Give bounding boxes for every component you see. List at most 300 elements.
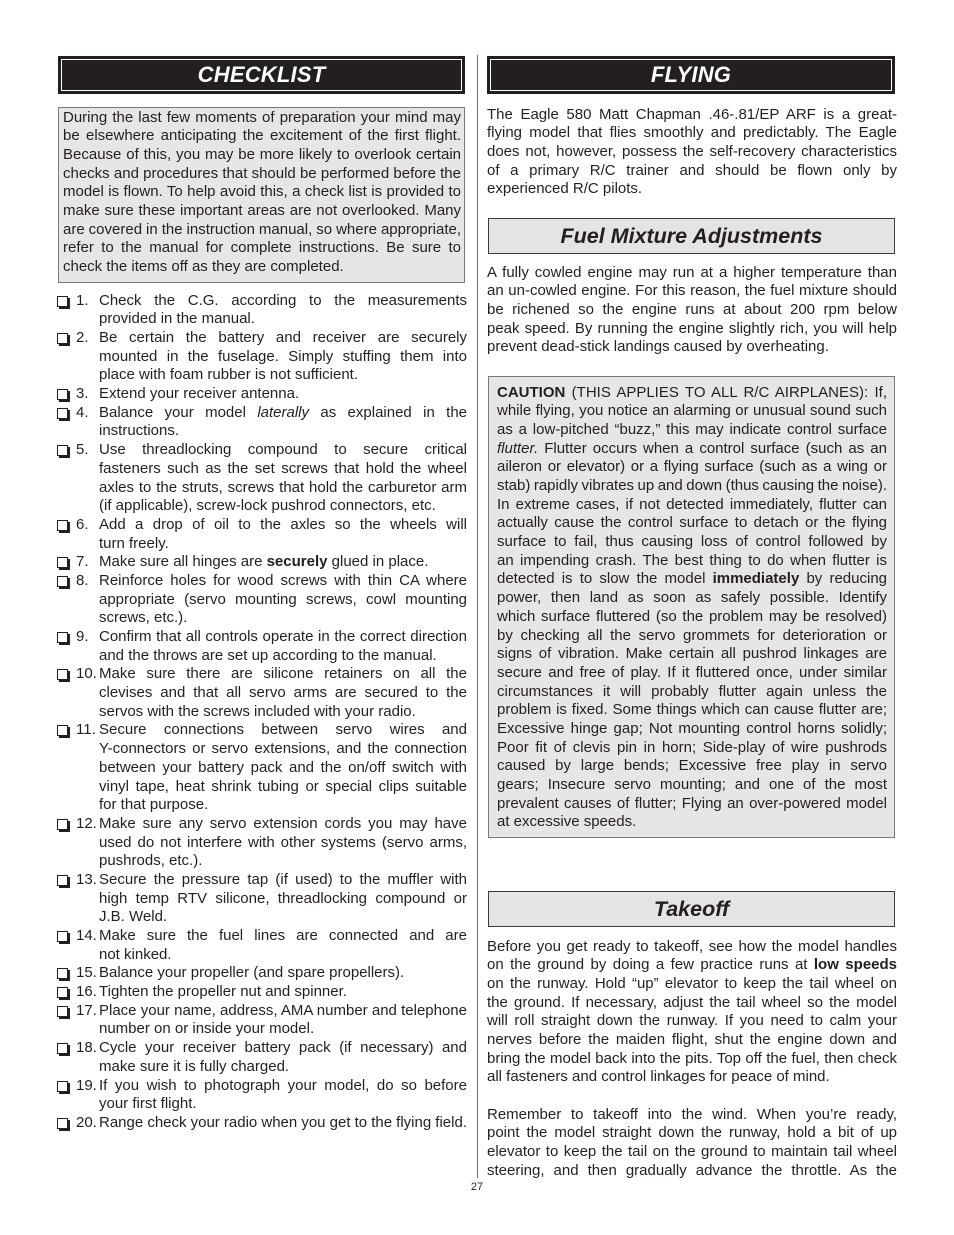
line-text: The Eagle 580 Matt Chapman .46-.81/EP ARF is a great- (487, 105, 897, 123)
item-number: 7. (76, 553, 89, 571)
checkbox-icon (57, 1006, 68, 1017)
text-line (99, 890, 467, 909)
text-line (99, 1039, 467, 1058)
checklist-intro-box (58, 107, 465, 283)
item-text (99, 292, 467, 329)
item-text (99, 385, 467, 404)
line-text: prevent dead-stick landings caused by overheating. (487, 338, 829, 356)
line-text: Remember to takeoff into the wind. When you’re ready, (487, 1105, 897, 1123)
text-line (497, 664, 887, 683)
line-text: Make sure there are silicone retainers on all the (99, 665, 467, 683)
checkbox-icon (57, 296, 68, 307)
text-line (497, 421, 887, 440)
item-text (99, 871, 467, 927)
text-line (487, 1124, 897, 1143)
text-line (487, 106, 897, 125)
text-line (63, 146, 461, 165)
column-divider (477, 55, 478, 1178)
line-text: Extend your receiver antenna. (99, 385, 300, 403)
text-line (63, 165, 461, 184)
line-text: servos with the screws included with your radio. (99, 702, 416, 720)
item-number: 5. (76, 441, 89, 459)
checkbox-icon (57, 725, 68, 736)
item-text (99, 553, 467, 572)
fuel-mixture-text (487, 264, 897, 357)
text-line (99, 964, 467, 983)
flying-header (487, 56, 895, 94)
text-line (497, 645, 887, 664)
line-text: Check the C.G. according to the measurements (99, 291, 467, 309)
text-line (487, 180, 897, 199)
line-text: vinyl tape, heat shrink tubing or special clips suitable (99, 777, 467, 795)
checklist-item (58, 329, 467, 385)
text-line (497, 757, 887, 776)
line-text: During the last few moments of preparation your mind may (63, 108, 461, 126)
text-line (99, 329, 467, 348)
line-text: are covered in the instruction manual, so where appropriate, (63, 220, 461, 238)
item-number: 12. (76, 814, 97, 832)
text-line (99, 647, 467, 666)
checkbox-icon (57, 632, 68, 643)
text-line (497, 627, 887, 646)
text-line (99, 441, 467, 460)
line-text: high temp RTV silicone, threadlocking compound or (99, 889, 467, 907)
line-text: by checking all the servo grommets for deterioration or (497, 626, 887, 644)
line-text: make sure it is fully charged. (99, 1057, 290, 1075)
line-text: point the model straight down the runway, hold a bit of up (487, 1124, 898, 1142)
text-line (487, 1050, 897, 1069)
checkbox-icon (57, 987, 68, 998)
checklist-item (58, 665, 467, 721)
text-line (99, 1095, 467, 1114)
line-text: stab) rapidly vibrates up and down (thus causing the noise). (497, 477, 887, 495)
text-line (99, 609, 467, 628)
bold-text: CAUTION (497, 383, 566, 401)
item-text (99, 1039, 467, 1076)
line-text (497, 384, 887, 401)
line-text: elevator to keep the tail on the ground to maintain tail wheel (487, 1143, 897, 1161)
line-text (99, 553, 428, 570)
text-line (487, 162, 897, 181)
item-text (99, 815, 467, 871)
text-line (497, 608, 887, 627)
text-line (99, 460, 467, 479)
item-text (99, 721, 467, 814)
text-line (99, 721, 467, 740)
text-line (99, 665, 467, 684)
checkbox-icon (57, 1043, 68, 1054)
checklist-list (58, 292, 467, 1133)
line-text: Add a drop of oil to the axles so the wheels will (99, 515, 467, 533)
text-line (497, 440, 887, 459)
line-text: between your battery pack and the on/off switch with (99, 758, 467, 776)
line-text: Secure the pressure tap (if used) to the muffler with (99, 870, 467, 888)
line-text: problem is fixed. Some things which can cause flutter are; (497, 701, 887, 719)
flying-intro (487, 106, 897, 199)
text-line (99, 927, 467, 946)
caution-box (488, 376, 895, 838)
line-text: model is flown. To help avoid this, a check list is provided to (63, 183, 462, 201)
item-number: 4. (76, 403, 89, 421)
text-line (99, 759, 467, 778)
line-text: check the items off as they are completed. (63, 258, 344, 276)
checklist-item (58, 983, 467, 1002)
text-line (99, 983, 467, 1002)
item-number: 2. (76, 329, 89, 347)
line-text: Y-connectors or servo extensions, and the connection (99, 740, 467, 758)
checkbox-icon (57, 669, 68, 680)
text-line (487, 938, 897, 957)
text-line (487, 264, 897, 283)
line-text: at excessive speeds. (497, 813, 637, 831)
line-text: nerves before the maiden flight, shut the engine down and (487, 1031, 897, 1049)
takeoff-title: Takeoff (653, 897, 730, 921)
checklist-item (58, 1114, 467, 1133)
bold-text: low speeds (813, 956, 898, 974)
takeoff-header (488, 891, 895, 927)
text-line (99, 535, 467, 554)
text-line (487, 1012, 897, 1031)
line-text: Confirm that all controls operate in the correct direction (99, 628, 467, 646)
item-number: 1. (76, 291, 89, 309)
line-text: clevises and that all servo arms are secured to the (99, 684, 467, 702)
text-line (99, 740, 467, 759)
line-text: which surface fluttered (so the problem may be resolved) (497, 607, 887, 625)
bold-text: immediately (712, 570, 800, 588)
item-number: 14. (76, 927, 97, 945)
line-text: Make sure the fuel lines are connected and are (99, 927, 467, 945)
item-text (99, 1114, 467, 1133)
checkbox-icon (57, 576, 68, 587)
line-text: signs of vibration. Make certain all pushrod linkages are (497, 645, 887, 663)
checklist-item (58, 871, 467, 927)
item-text (99, 572, 467, 628)
takeoff-paragraph-2 (487, 1106, 897, 1181)
line-text: Secure connections between servo wires and (99, 721, 467, 739)
item-text (99, 665, 467, 721)
item-number: 8. (76, 571, 89, 589)
line-text: refer to the manual for complete instructions. Be sure to (63, 239, 461, 257)
line-text: pushrods, etc.). (99, 852, 203, 870)
line-text: Make sure any servo extension cords you may have (99, 814, 467, 832)
flying-title: FLYING (650, 62, 732, 87)
text-line (487, 1031, 897, 1050)
line-text: the ground. If necessary, adjust the tail wheel so the model (487, 993, 897, 1011)
line-text: Use threadlocking compound to secure critical (99, 441, 467, 459)
text-line (99, 871, 467, 890)
text-line (99, 946, 467, 965)
line-text: bring the model back into the pits. Top off the fuel, then check (487, 1049, 897, 1067)
line-text: turn freely. (99, 534, 169, 552)
line-text: number on or inside your model. (99, 1020, 315, 1038)
item-number: 17. (76, 1001, 97, 1019)
item-text (99, 516, 467, 553)
line-text: checks and procedures that should be performed before the (63, 164, 461, 182)
text-run: by reducing (799, 570, 888, 588)
checklist-item (58, 385, 467, 404)
line-text: for that purpose. (99, 796, 209, 814)
line-text: all fasteners and control linkages for peace of mind. (487, 1068, 830, 1086)
text-line (487, 143, 897, 162)
checkbox-icon (57, 445, 68, 456)
line-text: steering, and then gradually advance the throttle. As the (487, 1161, 897, 1179)
line-text: instructions. (99, 422, 180, 440)
line-text: provided in the manual. (99, 310, 255, 328)
text-line (99, 1002, 467, 1021)
item-text (99, 1077, 467, 1114)
takeoff-paragraph-1 (487, 938, 897, 1088)
text-run: detected is to slow the model (497, 570, 713, 588)
item-text (99, 329, 467, 385)
checkbox-icon (57, 875, 68, 886)
checklist-item (58, 964, 467, 983)
line-text: Poor fit of clevis pin in horn; Side-play of wire pushrods (497, 738, 887, 756)
checklist-item (58, 441, 467, 516)
line-text (487, 956, 897, 973)
checkbox-icon (57, 520, 68, 531)
text-line (99, 310, 467, 329)
line-text: appropriate (servo mounting screws, cowl mounting (99, 590, 468, 608)
checkbox-icon (57, 968, 68, 979)
item-text (99, 441, 467, 516)
item-text (99, 628, 467, 665)
line-text: prevalent causes of flutter; Flying an over-powered model (497, 794, 887, 812)
line-text: actually cause the control surface to detach or the flying (497, 514, 887, 532)
checklist-item (58, 404, 467, 441)
line-text: Be certain the battery and receiver are securely (99, 329, 467, 347)
checklist-item (58, 292, 467, 329)
text-line (487, 1143, 897, 1162)
text-line (497, 776, 887, 795)
line-text: (if applicable), screw-lock pushrod connectors, etc. (99, 497, 436, 515)
checkbox-icon (57, 557, 68, 568)
checkbox-icon (57, 333, 68, 344)
text-line (497, 477, 887, 496)
text-line (497, 720, 887, 739)
checkbox-icon (57, 1081, 68, 1092)
text-line (99, 684, 467, 703)
line-text: circumstances it will probably flutter again unless the (497, 682, 887, 700)
text-line (99, 834, 467, 853)
text-line (99, 591, 467, 610)
line-text: does not, however, possess the self-recovery characteristics (487, 143, 897, 161)
text-line (487, 320, 897, 339)
text-line (497, 552, 887, 571)
line-text: Balance your propeller (and spare propellers). (99, 964, 405, 982)
checklist-item (58, 1077, 467, 1114)
line-text: while flying, you notice an alarming or unusual sound such (497, 402, 887, 420)
line-text: an impending crash. The best thing to do when flutter is (497, 551, 887, 569)
checklist-item (58, 572, 467, 628)
line-text: peak speed. By running the engine slightly rich, you will help (487, 319, 897, 337)
text-line (99, 385, 467, 404)
item-number: 13. (76, 870, 97, 888)
text-line (497, 514, 887, 533)
line-text: experienced R/C pilots. (487, 180, 643, 198)
line-text: make sure these important areas are not overlooked. Many (63, 202, 461, 220)
text-line (497, 795, 887, 814)
text-run: glued in place. (327, 553, 429, 571)
line-text: aileron or elevator) or a flying surface (such as a wing or (497, 458, 887, 476)
italic-text: laterally (257, 403, 309, 421)
text-line (99, 1020, 467, 1039)
item-text (99, 983, 467, 1002)
text-line (99, 1058, 467, 1077)
fuel-mixture-header (488, 218, 895, 254)
text-line (99, 572, 467, 591)
text-line (99, 796, 467, 815)
text-line (497, 570, 887, 589)
line-text (497, 440, 887, 457)
text-line (99, 553, 467, 572)
line-text: Excessive hinge gap; Not mounting control horns solidly; (497, 719, 887, 737)
text-line (497, 496, 887, 515)
text-line (63, 109, 461, 128)
line-text: Because of this, you may be more likely to overlook certain (63, 145, 461, 163)
text-line (63, 258, 461, 277)
text-line (99, 852, 467, 871)
line-text: Range check your radio when you get to the flying field. (99, 1113, 467, 1131)
text-run: Balance your model (99, 403, 258, 421)
item-number: 10. (76, 665, 97, 683)
text-line (487, 1106, 897, 1125)
text-run: Flutter occurs when a control surface (such as an (538, 439, 887, 457)
text-run: (THIS APPLIES TO ALL R/C AIRPLANES): If, (565, 383, 887, 401)
line-text: secure and free of play. If it fluttered once, under similar (497, 663, 887, 681)
text-line (63, 221, 461, 240)
text-line (487, 301, 897, 320)
line-text: mounted in the fuselage. Simply stuffing them into (99, 347, 467, 365)
text-line (63, 239, 461, 258)
line-text: surface to fail, thus causing loss of control followed by (497, 533, 887, 551)
text-line (487, 994, 897, 1013)
line-text: Before you get ready to takeoff, see how the model handles (487, 937, 897, 955)
checklist-item (58, 927, 467, 964)
text-line (99, 1114, 467, 1133)
line-text: an un-cowled engine. For this reason, the fuel mixture should (487, 282, 898, 300)
checkbox-icon (57, 408, 68, 419)
item-number: 11. (76, 721, 96, 739)
line-text: Cycle your receiver battery pack (if necessary) and (99, 1039, 467, 1057)
text-run: on the ground by doing a few practice runs at (487, 956, 814, 974)
page-number: 27 (470, 1181, 484, 1193)
bold-text: securely (266, 553, 328, 571)
line-text: be richened so the engine runs at about 200 rpm below (487, 301, 897, 319)
text-line (99, 815, 467, 834)
item-number: 6. (76, 515, 89, 533)
line-text: gears; Insecure servo mounting; and one of the most (497, 776, 887, 794)
line-text: flying model that flies smoothly and predictably. The Eagle (487, 124, 897, 142)
text-line (99, 516, 467, 535)
text-line (99, 292, 467, 311)
text-run: as explained in the (309, 403, 467, 421)
line-text: Tighten the propeller nut and spinner. (99, 983, 347, 1001)
checklist-item (58, 1002, 467, 1039)
line-text: be elsewhere anticipating the excitement of the first flight. (63, 127, 461, 145)
checklist-item (58, 516, 467, 553)
checklist-item (58, 721, 467, 814)
line-text: fasteners such as the set screws that hold the wheel (99, 459, 467, 477)
text-line (497, 458, 887, 477)
line-text: and the throws are set up according to the manual. (99, 646, 437, 664)
item-number: 19. (76, 1076, 97, 1094)
checkbox-icon (57, 389, 68, 400)
line-text: not kinked. (99, 945, 172, 963)
checklist-title: CHECKLIST (197, 62, 326, 87)
text-line (497, 683, 887, 702)
line-text: J.B. Weld. (99, 908, 168, 926)
text-line (99, 497, 467, 516)
checklist-item (58, 553, 467, 572)
line-text: Place your name, address, AMA number and telephone (99, 1001, 467, 1019)
checklist-item (58, 815, 467, 871)
line-text: In extreme cases, if not detected immediately, flutter can (497, 495, 887, 513)
line-text: as a low-pitched “buzz,” this may indicate control surface (497, 420, 887, 438)
text-run: Make sure all hinges are (99, 553, 267, 571)
checkbox-icon (57, 931, 68, 942)
text-line (497, 739, 887, 758)
line-text: axles to the struts, screws that hold the carburetor arm (99, 478, 467, 496)
item-text (99, 927, 467, 964)
text-line (99, 778, 467, 797)
line-text: of a primary R/C trainer and should be flown only by (487, 161, 897, 179)
line-text (497, 570, 887, 587)
text-line (487, 975, 897, 994)
text-line (99, 366, 467, 385)
checklist-item (58, 628, 467, 665)
item-number: 9. (76, 628, 89, 646)
checklist-item (58, 1039, 467, 1076)
item-text (99, 964, 467, 983)
text-line (497, 701, 887, 720)
item-number: 20. (76, 1113, 97, 1131)
text-line (63, 183, 461, 202)
checklist-header (58, 56, 465, 94)
text-line (99, 404, 467, 423)
text-line (487, 282, 897, 301)
text-line (99, 628, 467, 647)
text-line (99, 348, 467, 367)
line-text: If you wish to photograph your model, do so before (99, 1076, 467, 1094)
text-line (497, 533, 887, 552)
item-text (99, 1002, 467, 1039)
text-line (63, 127, 461, 146)
text-line (487, 956, 897, 975)
text-line (99, 703, 467, 722)
text-line (497, 813, 887, 832)
line-text (99, 404, 467, 421)
checkbox-icon (57, 819, 68, 830)
line-text: will roll straight down the runway. If you need to calm your (487, 1012, 897, 1030)
text-line (99, 908, 467, 927)
line-text: your first flight. (99, 1095, 197, 1113)
checkbox-icon (57, 1118, 68, 1129)
text-line (487, 1162, 897, 1181)
fuel-mixture-title: Fuel Mixture Adjustments (560, 224, 823, 248)
item-text (99, 404, 467, 441)
line-text: place with foam rubber is not sufficient. (99, 366, 359, 384)
text-line (497, 384, 887, 403)
text-line (99, 1077, 467, 1096)
line-text: on the runway. Hold “up” elevator to keep the tail wheel on (487, 975, 897, 993)
text-line (63, 202, 461, 221)
text-line (487, 124, 897, 143)
item-number: 15. (76, 964, 97, 982)
item-number: 16. (76, 983, 97, 1001)
line-text: caused by large bends; Excessive free play in servo (497, 757, 887, 775)
text-line (487, 338, 897, 357)
item-number: 18. (76, 1039, 97, 1057)
